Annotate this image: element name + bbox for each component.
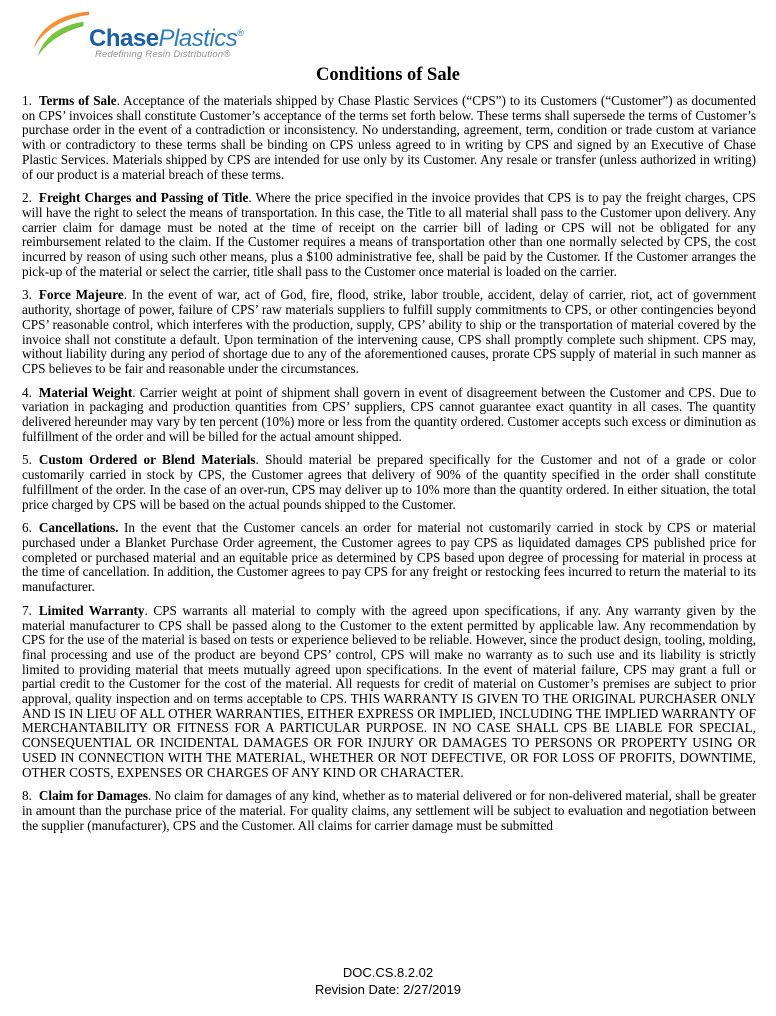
- paragraph-title: Freight Charges and Passing of Title: [38, 190, 249, 206]
- paragraph-text: In the event that the Customer cancels an order for material not customarily carried in stock by CPS or material purchased under a Blanket Purchase Order agreement, the Customer agrees to pay CPS as liquidated damages CPS published price for completed or purchased material and an equitable price as determined by CPS based upon degree of processing for material in process at the time of cancellation. In addition, the Customer agrees to pay CPS for any freight or restocking fees incurred to return the material to its manufacturer.: [22, 520, 756, 595]
- paragraph-title: Custom Ordered or Blend Materials: [38, 452, 256, 468]
- paragraph-limited-warranty: [22, 604, 756, 780]
- paragraph-cancellations: [22, 521, 756, 595]
- chase-plastics-logo: [33, 8, 263, 64]
- paragraph-number: 1.: [22, 93, 32, 108]
- registered-mark: ®: [237, 28, 244, 38]
- paragraph-number: 2.: [22, 190, 32, 206]
- paragraph-text: . In the event of war, act of God, fire, flood, strike, labor trouble, accident, delay of carrier, riot, act of government authority, shortage of power, failure of CPS’ raw materials suppliers to fulfill supply commitments to CPS, or other contingencies beyond CPS’ reasonable control, which interferes with the production, supply, CPS’ ability to ship or the transportation of material covered by the invoice shall not constitute a default. Upon termination of the intervening cause, CPS shall promptly complete such shipment. CPS may, without liability during any period of shortage due to any of the aforementioned causes, prorate CPS supply of material in such manner as CPS believes to be fair and reasonable under the circumstances.: [22, 287, 756, 376]
- brand-chase: Chase: [89, 25, 159, 52]
- paragraph-number: 7.: [22, 602, 32, 618]
- paragraph-number: 8.: [22, 788, 32, 804]
- paragraph-title: Limited Warranty: [38, 602, 145, 618]
- paragraph-number: 3.: [22, 287, 32, 303]
- paragraph-claim-for-damages: [22, 789, 756, 833]
- document-header: [0, 0, 776, 64]
- paragraph-number: 6.: [22, 520, 32, 536]
- paragraph-text: . Carrier weight at point of shipment shall govern in event of disagreement between the Customer and CPS. Due to variation in packaging and production quantities from CPS’ suppliers, CPS cannot guarantee exact quantity in all cases. The quantity delivered hereunder may vary by ten percent (10%) more or less from the quantity ordered. Customer accepts such excess or diminution as fulfillment of the order and will be billed for the actual amount shipped.: [22, 384, 756, 444]
- paragraph-material-weight: [22, 386, 756, 445]
- revision-date: Revision Date: 2/27/2019: [315, 982, 461, 997]
- paragraph-freight-charges: [22, 191, 756, 279]
- document-body: [0, 94, 776, 833]
- document-footer: [0, 964, 776, 998]
- paragraph-title: Force Majeure: [38, 287, 124, 303]
- brand-name: [89, 20, 244, 52]
- brand-plastics: Plastics: [158, 25, 238, 52]
- paragraph-title: Terms of Sale: [38, 93, 117, 108]
- paragraph-custom-ordered: [22, 453, 756, 512]
- brand-tagline: Redefining Resin Distribution®: [95, 49, 231, 60]
- chase-swoosh-icon: [33, 10, 91, 60]
- paragraph-text: . No claim for damages of any kind, whether as to material delivered or for non-delivered material, shall be greater in amount than the purchase price of the material. For quality claims, any settlement will be subject to evaluation and negotiation between the supplier (manufacturer), CPS and the Customer. All claims for carrier damage must be submitted: [22, 788, 757, 833]
- paragraph-text: . Should material be prepared specifically for the Customer and not of a grade or color customarily carried in stock by CPS, the Customer agrees that delivery of 90% of the quantity specified in the order shall constitute fulfillment of the order. In the case of an over-run, CPS may deliver up to 10% more than the quantity ordered. In either situation, the total price charged by CPS will be based on the actual pounds shipped to the Customer.: [22, 452, 756, 512]
- page-title: Conditions of Sale: [316, 65, 460, 85]
- paragraph-title: Cancellations.: [38, 520, 119, 536]
- paragraph-number: 5.: [22, 452, 32, 468]
- doc-number: DOC.CS.8.2.02: [342, 965, 434, 980]
- paragraph-text: . Acceptance of the materials shipped by Chase Plastic Services (“CPS”) to its Customers (“Customer”) as documented on CPS’ invoices shall constitute Customer’s acceptance of the terms set forth below. These terms shall supersede the terms of Customer’s purchase order in the event of a contradiction or inconsistency. No understanding, agreement, term, condition or trade custom at variance with or contradictory to these terms shall be binding on CPS unless agreed to in writing by CPS and signed by an Executive of Chase Plastic Services. Materials shipped by CPS are intended for use only by its Customer. Any resale or transfer (unless authorized in writing) of our product is a material breach of these terms.: [22, 93, 756, 182]
- paragraph-title: Claim for Damages: [38, 788, 149, 804]
- paragraph-text: . CPS warrants all material to comply with the agreed upon specifications, if any. Any warranty given by the material manufacturer to CPS shall be passed along to the Customer to the extent permitted by applicable law. Any recommendation by CPS for the use of the material is based on tests or experience believed to be reliable. However, since the product design, tooling, molding, final processing and use of the product are beyond CPS’ control, CPS will make no warranty as to such use and its liability is strictly limited to providing material that meets mutually agreed upon specifications. In the event of material failure, CPS may grant a full or partial credit to the Customer for the cost of the material. All requests for credit of material on Customer’s premises are subject to prior approval, quality inspection and on terms acceptable to CPS. THIS WARRANTY IS GIVEN TO THE ORIGINAL PURCHASER ONLY AND IS IN LIEU OF ALL OTHER WARRANTIES, EITHER EXPRESS OR IMPLIED, INCLUDING THE IMPLIED WARRANTY OF MERCHANTABILITY OR FITNESS FOR A PARTICULAR PURPOSE. IN NO CASE SHALL CPS BE LIABLE FOR SPECIAL, CONSEQUENTIAL OR INCIDENTAL DAMAGES OR FOR INJURY OR DAMAGES TO PERSONS OR PROPERTY USING OR USED IN CONNECTION WITH THE MATERIAL, WHETHER OR NOT DEFECTIVE, OR FOR LOSS OF PROFITS, DOWNTIME, OTHER COSTS, EXPENSES OR CHARGES OF ANY KIND OR CHARACTER.: [22, 602, 756, 780]
- paragraph-force-majeure: [22, 288, 756, 376]
- paragraph-text: . Where the price specified in the invoice provides that CPS is to pay the freight charges, CPS will have the right to select the means of transportation. In this case, the Title to all material shall pass to the Customer upon delivery. Any carrier claim for damage must be noted at the time of receipt on the carrier bill of lading or CPS will not be obligated for any reimbursement related to the claim. If the Customer requires a means of transportation other than one normally selected by CPS, the cost incurred by reason of using such other means, plus a $100 administrative fee, shall be paid by the Customer. If the Customer arranges the pick-up of the material or select the carrier, title shall pass to the Customer once material is loaded on the carrier.: [22, 190, 756, 279]
- paragraph-title: Material Weight: [38, 384, 133, 400]
- paragraph-terms-of-sale: [22, 94, 756, 182]
- paragraph-number: 4.: [22, 384, 32, 400]
